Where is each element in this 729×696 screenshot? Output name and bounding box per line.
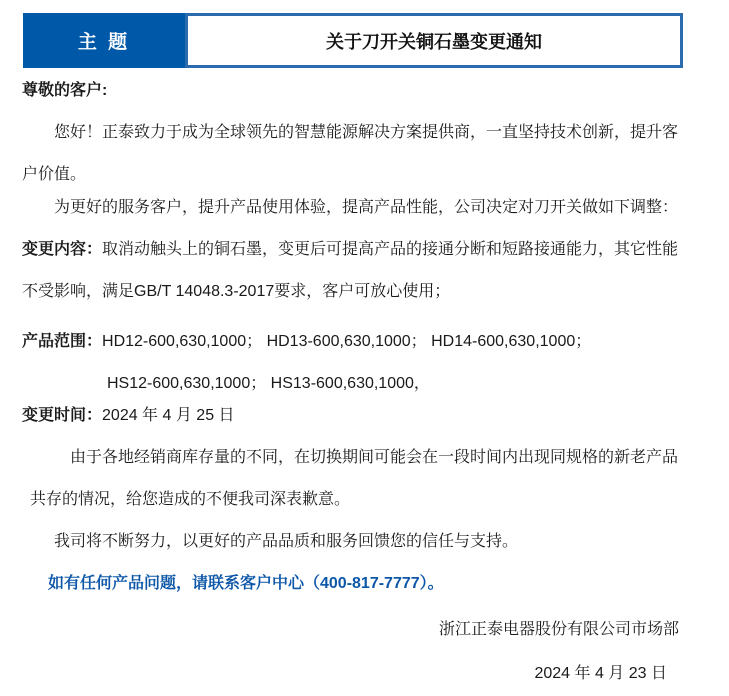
commitment: 我司将不断努力，以更好的产品品质和服务回馈您的信任与支持。 (54, 533, 519, 550)
contact-notice: 如有任何产品问题，请联系客户中心（400-817-7777）。 (48, 575, 444, 592)
change-content-line-2: 不受影响，满足GB/T 14048.3-2017要求，客户可放心使用； (22, 283, 451, 300)
inventory-note-line-1: 由于各地经销商库存量的不同，在切换期间可能会在一段时间内出现同规格的新老产品 (70, 449, 679, 466)
inventory-note-line-2: 共存的情况，给您造成的不便我司深表歉意。 (30, 491, 351, 508)
notice-date: 2024 年 4 月 23 日 (534, 665, 667, 682)
notice-title: 关于刀开关铜石墨变更通知 (185, 13, 683, 68)
salutation: 尊敬的客户: (22, 82, 108, 99)
change-time-label: 变更时间： (22, 407, 103, 424)
notice-header (23, 13, 683, 68)
change-content-line-1 (22, 229, 679, 271)
notice-body (0, 70, 729, 695)
product-scope-models-1: HD12-600,630,1000； HD13-600,630,1000； HD14-600,630,1000； (102, 333, 592, 350)
greeting-line-1: 您好！正泰致力于成为全球领先的智慧能源解决方案提供商，一直坚持技术创新，提升客 (54, 124, 679, 141)
product-scope-line-2: HS12-600,630,1000； HS13-600,630,1000， (107, 375, 430, 392)
greeting-line-2: 户价值。 (22, 166, 87, 183)
change-content-label: 变更内容： (22, 241, 103, 258)
change-content-text-1: 取消动触头上的铜石墨，变更后可提高产品的接通分断和短路接通能力，其它性能 (102, 241, 679, 258)
adjust-intro: 为更好的服务客户，提升产品使用体验，提高产品性能，公司决定对刀开关做如下调整： (54, 199, 679, 216)
subject-badge: 主 题 (23, 13, 185, 68)
product-scope-line-1 (22, 321, 679, 363)
product-scope-label: 产品范围： (22, 333, 103, 350)
change-time-value: 2024 年 4 月 25 日 (102, 407, 235, 424)
signature: 浙江正泰电器股份有限公司市场部 (438, 621, 679, 638)
